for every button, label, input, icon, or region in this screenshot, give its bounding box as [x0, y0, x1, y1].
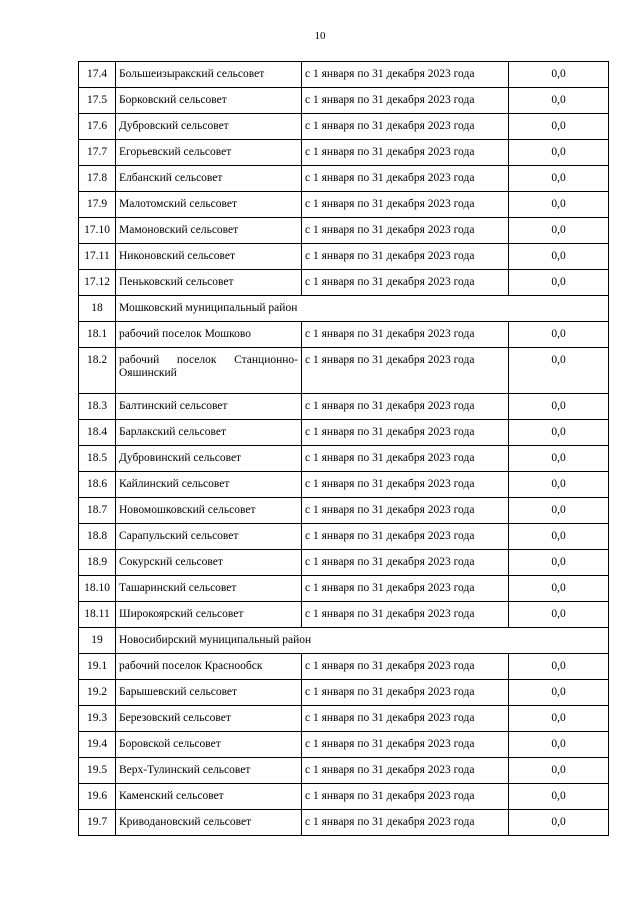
table-row: [79, 244, 609, 270]
settlement-name: Новомошковский сельсовет: [116, 498, 302, 524]
row-number: 17.7: [79, 140, 116, 166]
district-name: Новосибирский муниципальный район: [116, 628, 609, 654]
period: с 1 января по 31 декабря 2023 года: [302, 166, 509, 192]
row-number: 18.1: [79, 322, 116, 348]
period: с 1 января по 31 декабря 2023 года: [302, 472, 509, 498]
settlement-name: Балтинский сельсовет: [116, 394, 302, 420]
settlement-name: рабочий поселок Краснообск: [116, 654, 302, 680]
period: с 1 января по 31 декабря 2023 года: [302, 576, 509, 602]
period: с 1 января по 31 декабря 2023 года: [302, 706, 509, 732]
table-row: [79, 524, 609, 550]
period: с 1 января по 31 декабря 2023 года: [302, 498, 509, 524]
table-row: [79, 706, 609, 732]
settlement-name: Широкоярский сельсовет: [116, 602, 302, 628]
table-row: [79, 602, 609, 628]
row-number: 19: [79, 628, 116, 654]
value: 0,0: [509, 218, 609, 244]
settlement-name: Дубровинский сельсовет: [116, 446, 302, 472]
value: 0,0: [509, 88, 609, 114]
row-number: 17.11: [79, 244, 116, 270]
period: с 1 января по 31 декабря 2023 года: [302, 784, 509, 810]
table-row: [79, 114, 609, 140]
value: 0,0: [509, 322, 609, 348]
table-row: [79, 218, 609, 244]
value: 0,0: [509, 244, 609, 270]
table-body: [79, 62, 609, 836]
row-number: 19.6: [79, 784, 116, 810]
table-row: [79, 680, 609, 706]
table-row: [79, 758, 609, 784]
settlement-name: Боровской сельсовет: [116, 732, 302, 758]
row-number: 17.10: [79, 218, 116, 244]
settlement-name: Верх-Тулинский сельсовет: [116, 758, 302, 784]
period: с 1 января по 31 декабря 2023 года: [302, 88, 509, 114]
table-row: [79, 550, 609, 576]
allocation-table: [78, 61, 609, 836]
row-number: 18.11: [79, 602, 116, 628]
settlement-name: рабочий поселок Мошково: [116, 322, 302, 348]
value: 0,0: [509, 680, 609, 706]
row-number: 18.2: [79, 348, 116, 394]
period: с 1 января по 31 декабря 2023 года: [302, 732, 509, 758]
settlement-name: Березовский сельсовет: [116, 706, 302, 732]
period: с 1 января по 31 декабря 2023 года: [302, 218, 509, 244]
settlement-name: Барышевский сельсовет: [116, 680, 302, 706]
period: с 1 января по 31 декабря 2023 года: [302, 192, 509, 218]
row-number: 19.5: [79, 758, 116, 784]
period: с 1 января по 31 декабря 2023 года: [302, 140, 509, 166]
period: с 1 января по 31 декабря 2023 года: [302, 654, 509, 680]
value: 0,0: [509, 270, 609, 296]
table-row: [79, 420, 609, 446]
table-row: [79, 446, 609, 472]
value: 0,0: [509, 140, 609, 166]
table-row: [79, 322, 609, 348]
row-number: 19.4: [79, 732, 116, 758]
settlement-name: Большеизыракский сельсовет: [116, 62, 302, 88]
row-number: 18.10: [79, 576, 116, 602]
value: 0,0: [509, 576, 609, 602]
value: 0,0: [509, 166, 609, 192]
value: 0,0: [509, 758, 609, 784]
value: 0,0: [509, 62, 609, 88]
table-section-row: [79, 628, 609, 654]
settlement-name: Сарапульский сельсовет: [116, 524, 302, 550]
value: 0,0: [509, 114, 609, 140]
table-row: [79, 270, 609, 296]
row-number: 19.2: [79, 680, 116, 706]
settlement-name: Ташаринский сельсовет: [116, 576, 302, 602]
table-row: [79, 166, 609, 192]
row-number: 17.9: [79, 192, 116, 218]
value: 0,0: [509, 602, 609, 628]
period: с 1 января по 31 декабря 2023 года: [302, 322, 509, 348]
period: с 1 января по 31 декабря 2023 года: [302, 62, 509, 88]
value: 0,0: [509, 732, 609, 758]
row-number: 17.12: [79, 270, 116, 296]
period: с 1 января по 31 декабря 2023 года: [302, 348, 509, 394]
settlement-name: Малотомский сельсовет: [116, 192, 302, 218]
row-number: 18.5: [79, 446, 116, 472]
period: с 1 января по 31 декабря 2023 года: [302, 810, 509, 836]
table-row: [79, 732, 609, 758]
value: 0,0: [509, 524, 609, 550]
page-number: 10: [314, 30, 326, 42]
period: с 1 января по 31 декабря 2023 года: [302, 550, 509, 576]
period: с 1 января по 31 декабря 2023 года: [302, 446, 509, 472]
table-row: [79, 348, 609, 394]
settlement-name: Дубровский сельсовет: [116, 114, 302, 140]
row-number: 18.4: [79, 420, 116, 446]
table-row: [79, 654, 609, 680]
table-section-row: [79, 296, 609, 322]
table-row: [79, 140, 609, 166]
row-number: 17.6: [79, 114, 116, 140]
settlement-name: рабочий поселок Станционно-Ояшинский: [116, 348, 302, 394]
period: с 1 января по 31 декабря 2023 года: [302, 602, 509, 628]
row-number: 17.5: [79, 88, 116, 114]
table-row: [79, 88, 609, 114]
settlement-name: Пеньковский сельсовет: [116, 270, 302, 296]
settlement-name: Барлакский сельсовет: [116, 420, 302, 446]
row-number: 18.8: [79, 524, 116, 550]
period: с 1 января по 31 декабря 2023 года: [302, 680, 509, 706]
value: 0,0: [509, 348, 609, 394]
settlement-name: Мамоновский сельсовет: [116, 218, 302, 244]
settlement-name: Егорьевский сельсовет: [116, 140, 302, 166]
period: с 1 января по 31 декабря 2023 года: [302, 420, 509, 446]
row-number: 18.3: [79, 394, 116, 420]
table-row: [79, 784, 609, 810]
period: с 1 января по 31 декабря 2023 года: [302, 394, 509, 420]
row-number: 19.1: [79, 654, 116, 680]
table-row: [79, 810, 609, 836]
value: 0,0: [509, 550, 609, 576]
table-row: [79, 472, 609, 498]
value: 0,0: [509, 654, 609, 680]
settlement-name: Елбанский сельсовет: [116, 166, 302, 192]
period: с 1 января по 31 декабря 2023 года: [302, 244, 509, 270]
district-name: Мошковский муниципальный район: [116, 296, 609, 322]
value: 0,0: [509, 420, 609, 446]
value: 0,0: [509, 784, 609, 810]
period: с 1 января по 31 декабря 2023 года: [302, 524, 509, 550]
value: 0,0: [509, 706, 609, 732]
row-number: 17.8: [79, 166, 116, 192]
row-number: 18.9: [79, 550, 116, 576]
row-number: 19.3: [79, 706, 116, 732]
value: 0,0: [509, 498, 609, 524]
period: с 1 января по 31 декабря 2023 года: [302, 758, 509, 784]
settlement-name: Каменский сельсовет: [116, 784, 302, 810]
row-number: 17.4: [79, 62, 116, 88]
settlement-name: Сокурский сельсовет: [116, 550, 302, 576]
period: с 1 января по 31 декабря 2023 года: [302, 114, 509, 140]
table-row: [79, 498, 609, 524]
row-number: 18.7: [79, 498, 116, 524]
settlement-name: Криводановский сельсовет: [116, 810, 302, 836]
settlement-name: Никоновский сельсовет: [116, 244, 302, 270]
row-number: 19.7: [79, 810, 116, 836]
period: с 1 января по 31 декабря 2023 года: [302, 270, 509, 296]
settlement-name: Борковский сельсовет: [116, 88, 302, 114]
value: 0,0: [509, 472, 609, 498]
table-row: [79, 192, 609, 218]
table-row: [79, 62, 609, 88]
value: 0,0: [509, 446, 609, 472]
row-number: 18.6: [79, 472, 116, 498]
settlement-name: Кайлинский сельсовет: [116, 472, 302, 498]
value: 0,0: [509, 394, 609, 420]
table-row: [79, 576, 609, 602]
value: 0,0: [509, 192, 609, 218]
row-number: 18: [79, 296, 116, 322]
table-row: [79, 394, 609, 420]
value: 0,0: [509, 810, 609, 836]
